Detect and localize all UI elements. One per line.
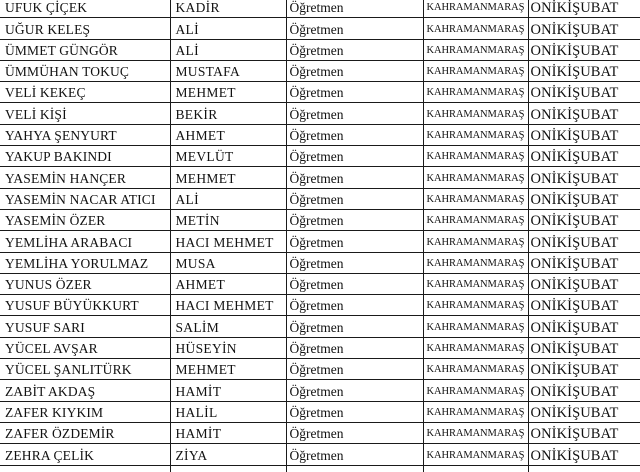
name-cell: YASEMİN ÖZER xyxy=(0,209,170,230)
city-cell: KAHRAMANMARAŞ xyxy=(423,316,528,337)
father-name-cell: ALİ xyxy=(170,18,286,39)
name-cell: YUNUS ÖZER xyxy=(0,273,170,294)
profession-cell: Öğretmen xyxy=(286,422,423,443)
city-cell: KAHRAMANMARAŞ xyxy=(423,295,528,316)
name-cell: ÜMMÜHAN TOKUÇ xyxy=(0,60,170,81)
district-cell: ONİKİŞUBAT xyxy=(528,146,640,167)
father-name-cell: MEVLÜT xyxy=(170,146,286,167)
profession-cell: Öğretmen xyxy=(286,188,423,209)
father-name-cell: MEHMET xyxy=(170,167,286,188)
table-row xyxy=(0,444,640,465)
table-row xyxy=(0,209,640,230)
city-cell: KAHRAMANMARAŞ xyxy=(423,39,528,60)
father-name-cell: MUSA xyxy=(170,252,286,273)
city-cell: KAHRAMANMARAŞ xyxy=(423,82,528,103)
profession-cell: Öğretmen xyxy=(286,167,423,188)
name-cell: YASEMİN NACAR ATICI xyxy=(0,188,170,209)
name-cell: YÜCEL ŞANLITÜRK xyxy=(0,359,170,380)
city-cell: KAHRAMANMARAŞ xyxy=(423,167,528,188)
city-cell: KAHRAMANMARAŞ xyxy=(423,0,528,18)
name-cell: ÜMMET GÜNGÖR xyxy=(0,39,170,60)
profession-cell: Öğretmen xyxy=(286,273,423,294)
district-cell: ONİKİŞUBAT xyxy=(528,60,640,81)
city-cell: KAHRAMANMARAŞ xyxy=(423,231,528,252)
profession-cell: Öğretmen xyxy=(286,209,423,230)
name-cell: YASEMİN HANÇER xyxy=(0,167,170,188)
table-row xyxy=(0,359,640,380)
father-name-cell: HAMİT xyxy=(170,422,286,443)
father-name-cell: HACI MEHMET xyxy=(170,231,286,252)
father-name-cell: MUSTAFA xyxy=(170,60,286,81)
empty-cell xyxy=(0,465,170,472)
name-cell: VELİ KİŞİ xyxy=(0,103,170,124)
father-name-cell: KADİR xyxy=(170,0,286,18)
profession-cell: Öğretmen xyxy=(286,252,423,273)
city-cell: KAHRAMANMARAŞ xyxy=(423,422,528,443)
profession-cell: Öğretmen xyxy=(286,444,423,465)
city-cell: KAHRAMANMARAŞ xyxy=(423,337,528,358)
district-cell: ONİKİŞUBAT xyxy=(528,337,640,358)
profession-cell: Öğretmen xyxy=(286,60,423,81)
name-cell: YÜCEL AVŞAR xyxy=(0,337,170,358)
father-name-cell: ALİ xyxy=(170,188,286,209)
father-name-cell: METİN xyxy=(170,209,286,230)
table-row xyxy=(0,82,640,103)
father-name-cell: ZİYA xyxy=(170,444,286,465)
district-cell: ONİKİŞUBAT xyxy=(528,444,640,465)
table-row xyxy=(0,401,640,422)
table-row xyxy=(0,188,640,209)
profession-cell: Öğretmen xyxy=(286,359,423,380)
empty-cell xyxy=(286,465,423,472)
profession-cell: Öğretmen xyxy=(286,39,423,60)
district-cell: ONİKİŞUBAT xyxy=(528,295,640,316)
table-row xyxy=(0,0,640,18)
father-name-cell: HACI MEHMET xyxy=(170,295,286,316)
profession-cell: Öğretmen xyxy=(286,103,423,124)
district-cell: ONİKİŞUBAT xyxy=(528,82,640,103)
city-cell: KAHRAMANMARAŞ xyxy=(423,252,528,273)
district-cell: ONİKİŞUBAT xyxy=(528,188,640,209)
profession-cell: Öğretmen xyxy=(286,18,423,39)
district-cell: ONİKİŞUBAT xyxy=(528,124,640,145)
father-name-cell: MEHMET xyxy=(170,82,286,103)
profession-cell: Öğretmen xyxy=(286,231,423,252)
city-cell: KAHRAMANMARAŞ xyxy=(423,209,528,230)
city-cell: KAHRAMANMARAŞ xyxy=(423,273,528,294)
father-name-cell: MEHMET xyxy=(170,359,286,380)
table-row xyxy=(0,60,640,81)
name-cell: ZAFER ÖZDEMİR xyxy=(0,422,170,443)
city-cell: KAHRAMANMARAŞ xyxy=(423,18,528,39)
profession-cell: Öğretmen xyxy=(286,0,423,18)
empty-cell xyxy=(170,465,286,472)
profession-cell: Öğretmen xyxy=(286,295,423,316)
city-cell: KAHRAMANMARAŞ xyxy=(423,444,528,465)
district-cell: ONİKİŞUBAT xyxy=(528,18,640,39)
city-cell: KAHRAMANMARAŞ xyxy=(423,401,528,422)
city-cell: KAHRAMANMARAŞ xyxy=(423,188,528,209)
district-cell: ONİKİŞUBAT xyxy=(528,39,640,60)
father-name-cell: AHMET xyxy=(170,124,286,145)
father-name-cell: BEKİR xyxy=(170,103,286,124)
district-cell: ONİKİŞUBAT xyxy=(528,273,640,294)
name-cell: YUSUF SARI xyxy=(0,316,170,337)
table-row xyxy=(0,39,640,60)
profession-cell: Öğretmen xyxy=(286,337,423,358)
district-cell: ONİKİŞUBAT xyxy=(528,167,640,188)
profession-cell: Öğretmen xyxy=(286,146,423,167)
table-row xyxy=(0,231,640,252)
table-row-partial xyxy=(0,465,640,472)
city-cell: KAHRAMANMARAŞ xyxy=(423,146,528,167)
father-name-cell: HALİL xyxy=(170,401,286,422)
table-row xyxy=(0,316,640,337)
district-cell: ONİKİŞUBAT xyxy=(528,316,640,337)
name-cell: ZEHRA ÇELİK xyxy=(0,444,170,465)
table-row xyxy=(0,337,640,358)
father-name-cell: ALİ xyxy=(170,39,286,60)
profession-cell: Öğretmen xyxy=(286,82,423,103)
district-cell: ONİKİŞUBAT xyxy=(528,103,640,124)
father-name-cell: AHMET xyxy=(170,273,286,294)
name-cell: ZABİT AKDAŞ xyxy=(0,380,170,401)
city-cell: KAHRAMANMARAŞ xyxy=(423,103,528,124)
father-name-cell: SALİM xyxy=(170,316,286,337)
name-cell: ZAFER KIYKIM xyxy=(0,401,170,422)
table-row xyxy=(0,167,640,188)
table-row xyxy=(0,18,640,39)
city-cell: KAHRAMANMARAŞ xyxy=(423,60,528,81)
table-row xyxy=(0,146,640,167)
table-row xyxy=(0,124,640,145)
table-row xyxy=(0,252,640,273)
name-cell: UĞUR KELEŞ xyxy=(0,18,170,39)
name-cell: YEMLİHA YORULMAZ xyxy=(0,252,170,273)
father-name-cell: HÜSEYİN xyxy=(170,337,286,358)
city-cell: KAHRAMANMARAŞ xyxy=(423,380,528,401)
name-cell: UFUK ÇİÇEK xyxy=(0,0,170,18)
name-cell: YAHYA ŞENYURT xyxy=(0,124,170,145)
profession-cell: Öğretmen xyxy=(286,124,423,145)
district-cell: ONİKİŞUBAT xyxy=(528,252,640,273)
district-cell: ONİKİŞUBAT xyxy=(528,401,640,422)
table-row xyxy=(0,422,640,443)
profession-cell: Öğretmen xyxy=(286,401,423,422)
district-cell: ONİKİŞUBAT xyxy=(528,209,640,230)
name-cell: VELİ KEKEÇ xyxy=(0,82,170,103)
district-cell: ONİKİŞUBAT xyxy=(528,422,640,443)
table-row xyxy=(0,273,640,294)
table-row xyxy=(0,380,640,401)
name-cell: YEMLİHA ARABACI xyxy=(0,231,170,252)
district-cell: ONİKİŞUBAT xyxy=(528,231,640,252)
name-cell: YUSUF BÜYÜKKURT xyxy=(0,295,170,316)
district-cell: ONİKİŞUBAT xyxy=(528,359,640,380)
table-row xyxy=(0,295,640,316)
city-cell: KAHRAMANMARAŞ xyxy=(423,124,528,145)
district-cell: ONİKİŞUBAT xyxy=(528,380,640,401)
profession-cell: Öğretmen xyxy=(286,380,423,401)
name-cell: YAKUP BAKINDI xyxy=(0,146,170,167)
table-row xyxy=(0,103,640,124)
city-cell: KAHRAMANMARAŞ xyxy=(423,359,528,380)
profession-cell: Öğretmen xyxy=(286,316,423,337)
father-name-cell: HAMİT xyxy=(170,380,286,401)
district-cell: ONİKİŞUBAT xyxy=(528,0,640,18)
empty-cell xyxy=(528,465,640,472)
empty-cell xyxy=(423,465,528,472)
